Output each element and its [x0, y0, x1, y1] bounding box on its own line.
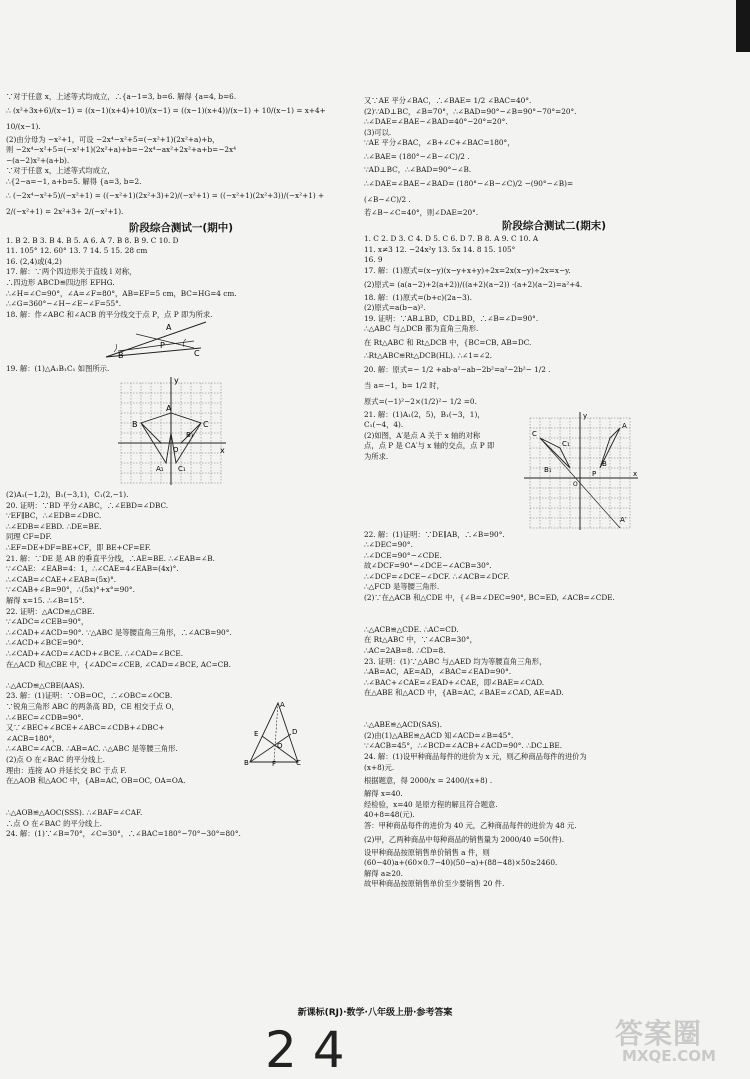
text-line: 理由：连接 AO 并延长交 BC 于点 F.	[6, 765, 127, 775]
text-line: 解得 x=40.	[364, 789, 403, 799]
text-line: ∴∠H=∠C=90°，∠A=∠F=80°，AB=EF=5 cm，BC=HG=4 cm.	[6, 288, 237, 298]
text-line: ∴∠ABC=∠ACB. ∴AB=AC. ∴△ABC 是等腰三角形.	[6, 744, 178, 754]
text-line: ∠ACB=180°，	[6, 733, 60, 743]
grid-label: O	[173, 445, 179, 454]
text-line: 经检验，x=40 是原方程的解且符合题意.	[364, 799, 498, 809]
text-line: (3)可以.	[364, 127, 392, 137]
section-title-midterm: 阶段综合测试一(期中)	[128, 221, 234, 234]
text-line: 为所求.	[364, 451, 389, 461]
fig-label: P	[160, 341, 165, 351]
fig-label: C	[296, 758, 301, 766]
text-line: ∴∠G=360°−∠H−∠E−∠F=55°.	[6, 299, 122, 309]
text-line: ∴△AOB≌△AOC(SSS). ∴∠BAF=∠CAF.	[6, 807, 143, 817]
text-line: ∴∠CAD+∠ACD=∠ACD+∠BCE. ∴∠CAD=∠BCE.	[6, 649, 184, 658]
fig-label: A	[280, 700, 285, 709]
text-line	[364, 699, 744, 710]
text-line: ∴∠ACD+∠BCE=90°.	[6, 638, 84, 648]
text-line: 22. 解：(1)证明：∵DE∥AB，∴∠B=90°.	[364, 529, 505, 539]
text-line: ∵EF∥BC，∴∠EDB=∠DBC.	[6, 511, 102, 521]
text-line: 点，点 P 是 CA′与 x 轴的交点，点 P 即	[364, 441, 495, 451]
grid-label: B₁	[186, 430, 194, 439]
text-line: ∴△ABC 与△DCB 都为直角三角形.	[364, 324, 479, 334]
fig-label: O	[277, 741, 283, 750]
text-line: 40+8=48(元).	[364, 810, 415, 820]
text-line: 在△ACD 和△CBE 中，{∠ADC=∠CEB, ∠CAD=∠BCE, AC=CB.	[6, 659, 231, 669]
text-line: (2)A₁(−1,2)，B₁(−3,1)，C₁(2,−1).	[6, 490, 129, 500]
grid-label: A	[166, 403, 172, 413]
text-line: 同理 CF=DF.	[6, 532, 52, 542]
text-line: 20. 解：原式=− 1/2 +ab·a²−ab−2b²=a²−2b²− 1/2 .	[364, 364, 551, 374]
page-edge-bar	[736, 0, 750, 52]
section-title-final: 阶段综合测试二(期末)	[501, 220, 607, 233]
text-line: 19. 解：(1)△A₁B₁C₁ 如图所示.	[6, 363, 110, 373]
text-line: (60−40)a+(60×0.7−40)(50−a)+(88−48)×50≥2460.	[364, 858, 558, 868]
text-line: ∴ (−2x⁴−x²+5)/(−x²+1) = ((−x²+1)(2x²+3)+2)/(−x²+1) = ((−x²+1)(2x²+3))/(−x²+1) +	[6, 190, 325, 200]
text-line: (2)∵在△ACB 和△CDE 中，{∠B=∠DEC=90°, BC=ED, ∠ACB=∠CDE.	[364, 593, 615, 603]
grid-label: y	[174, 375, 179, 385]
watermark-logo: 答案圈	[615, 1017, 703, 1050]
text-line: 17. 解：(1)原式=(x−y)(x−y+x+y)÷2x=2x(x−y)÷2x=x−y.	[364, 265, 571, 275]
fig-label: E	[254, 729, 259, 738]
grid-label: y	[583, 411, 588, 420]
text-line: −(a−2)x²+(a+b).	[6, 155, 70, 165]
coordinate-grid-figure-2	[522, 410, 642, 530]
text-line: ∴∠BAC+∠CAE=∠EAD+∠CAE，即∠BAE=∠CAD.	[364, 677, 545, 687]
text-line: (2)原式=a(b−a)².	[364, 303, 426, 313]
text-line: 又∵∠BEC+∠BCE+∠ABC=∠CDB+∠DBC+	[6, 723, 165, 733]
text-line: ∴∠DCE=90°−∠CDE.	[364, 550, 442, 560]
text-line: 18. 解：作∠ABC 和∠ACB 的平分线交于点 P，点 P 即为所求.	[6, 309, 213, 319]
text-line: ∵∠ACB=45°，∴∠BCD=∠ACB+∠ACD=90°. ∴DC⊥BE.	[364, 741, 563, 751]
text-line: ∵∠CAB+∠B=90°，∴(5x)°+x°=90°.	[6, 585, 135, 595]
text-line: 在 Rt△ABC 中，∵∠ACB=30°，	[364, 635, 477, 645]
fig-label: C	[194, 349, 200, 359]
grid-label: A₁	[156, 464, 164, 473]
text-line: 原式=(−1)²−2×(1/2)²− 1/2 =0.	[364, 396, 477, 406]
text-line: (2)甲，乙两种商品中每种商品的销售量为 2000/40 =50(件).	[364, 834, 565, 844]
text-line: ∴∠DAE=∠BAE−∠BAD=40°−20°=20°.	[364, 117, 508, 127]
text-line: ∴{2−a=−1, a+b=5. 解得 {a=3, b=2.	[6, 176, 142, 186]
text-line: 21. 解：(1)A₁(2，5)，B₁(−3，1)，	[364, 409, 485, 419]
text-line: 16. (2,4)或(4,2)	[6, 256, 62, 266]
grid-label: C₁	[178, 464, 186, 473]
text-line: (2)如图，A′是点 A 关于 x 轴的对称	[364, 430, 481, 440]
text-line: 1. C 2. D 3. C 4. D 5. C 6. D 7. B 8. A 9. C 10. A	[364, 234, 539, 244]
triangle-block	[6, 702, 366, 766]
text-line: 在 Rt△ABC 和 Rt△DCB 中，{BC=CB, AB=DC.	[364, 337, 532, 347]
text-line: 24. 解：(1)设甲种商品每件的进价为 x 元，则乙种商品每件的进价为	[364, 751, 587, 761]
right-column	[364, 96, 744, 890]
text-line: ∵AE 平分∠BAC，∠B+∠C+∠BAC=180°，	[364, 138, 515, 148]
text-line: ∵AD⊥BC，∴∠BAD=90°−∠B.	[364, 164, 472, 174]
text-line: ∴∠BAE= (180°−∠B−∠C)/2 .	[364, 151, 470, 161]
grid-label: P	[592, 469, 597, 478]
text-line: 17. 解：∵两个四边形关于直线 l 对称，	[6, 267, 137, 277]
text-line: ∴AB=AC，AE=AD，∠BAC=∠EAD=90°.	[364, 667, 512, 677]
text-line: 若∠B−∠C=40°，则∠DAE=20°.	[364, 207, 479, 217]
text-line: (2)由(1)△ABE≌△ACD 知∠ACD=∠B=45°.	[364, 730, 514, 740]
text-line: 根据题意，得 2000/x = 2400/(x+8) .	[364, 776, 493, 786]
text-line: ∴∠DAE=∠BAE−∠BAD= (180°−∠B−∠C)/2 −(90°−∠B)=	[364, 178, 574, 188]
text-line: 11. 105° 12. 60° 13. 7 14. 5 15. 28 cm	[6, 246, 148, 256]
text-line: 11. x≠3 12. −24x²y 13. 5x 14. 8 15. 105°	[364, 244, 516, 254]
text-line: ∴∠CAB=∠CAE+∠EAB=(5x)°.	[6, 574, 117, 584]
text-line: ∴ (x²+3x+6)/(x−1) = ((x−1)(x+4)+10)/(x−1) = ((x−1)(x+4))/(x−1) + 10/(x−1) = x+4+	[6, 105, 326, 115]
text-line: 2/(−x²+1) = 2x²+3+ 2/(−x²+1).	[6, 206, 124, 216]
text-line	[6, 787, 366, 798]
text-line: (x+8)元.	[364, 762, 395, 772]
text-line: 又∵AE 平分∠BAC，∴∠BAE= 1/2 ∠BAC=40°.	[364, 96, 532, 105]
text-line: ∴四边形 ABCD≌四边形 EFHG.	[6, 277, 115, 287]
text-line: 19. 证明：∵AB⊥BD，CD⊥BD，∴∠B=∠D=90°.	[364, 313, 539, 323]
handwritten-page-number: 2 4	[265, 1021, 345, 1079]
text-line: 解得 x=15. ∴∠B=15°.	[6, 596, 85, 606]
grid-label: B	[602, 459, 607, 468]
text-line	[6, 840, 366, 851]
grid-question-block	[364, 410, 744, 530]
fig-label: B	[118, 351, 124, 361]
text-line: ∴∠DEC=90°.	[364, 540, 413, 550]
grid-label: A′	[620, 515, 627, 524]
grid-label: A	[622, 421, 627, 430]
fig-label: B	[244, 758, 249, 766]
text-line	[364, 710, 744, 721]
text-line: ∴△FCD 是等腰三角形.	[364, 582, 440, 592]
text-line: ∴AC=2AB=8. ∴CD=8.	[364, 646, 446, 656]
text-line: 18. 解：(1)原式=(b+c)(2a−3).	[364, 292, 472, 302]
grid-label: x	[633, 469, 638, 478]
grid-label: C	[203, 419, 209, 429]
grid-label: x	[220, 445, 225, 455]
text-line: ∴△ACB≌△CDE. ∴AC=CD.	[364, 624, 459, 634]
grid-label: C₁	[562, 439, 570, 448]
text-line: 故甲种商品按原销售单价至少要销售 20 件.	[364, 879, 505, 889]
text-line: 10/(x−1).	[6, 121, 41, 131]
fig-label: F	[272, 759, 277, 766]
text-line	[364, 614, 744, 625]
text-line: ∵∠CAE：∠EAB=4：1，∴∠CAE=4∠EAB=(4x)°.	[6, 564, 179, 574]
text-line: 21. 解：∵DE 是 AB 的垂直平分线，∴AE=BE. ∴∠EAB=∠B.	[6, 553, 215, 563]
text-line: 答：甲种商品每件的进价为 40 元，乙种商品每件的进价为 48 元.	[364, 820, 577, 830]
text-line: ∴点 O 在∠BAC 的平分线上.	[6, 818, 102, 828]
page-footer: 新课标(RJ)·数学·八年级上册·参考答案	[297, 1008, 453, 1018]
fig-label: D	[292, 727, 298, 736]
text-line: 故∠DCF=90°−∠DCE−∠ACB=30°.	[364, 561, 492, 571]
grid-label: C	[532, 429, 537, 438]
text-line: 16. 9	[364, 255, 383, 265]
text-line: ∴△ACD≌△CBE(AAS).	[6, 680, 85, 690]
triangle-figure	[244, 698, 302, 766]
text-line: (∠B−∠C)/2 .	[364, 194, 411, 204]
text-line: ∴∠DCF=∠DCE−∠DCF. ∴∠ACB=∠DCF.	[364, 571, 510, 581]
angle-bisector-figure	[6, 320, 366, 364]
text-line: 在△AOB 和△AOC 中，{AB=AC, OB=OC, OA=OA.	[6, 776, 186, 786]
text-line: ∵对于任意 x，上述等式均成立，∴{a−1=3, b=6. 解得 {a=4, b=6.	[6, 92, 237, 101]
left-column	[6, 92, 366, 850]
text-line: ∴∠CAD+∠ACD=90°. ∵△ABC 是等腰直角三角形，∴∠ACB=90°.	[6, 627, 232, 637]
text-line: ∴EF=DE+DF=BE+CF，即 BE+CF=EF.	[6, 543, 151, 553]
text-line: ∴∠EDB=∠EBD. ∴DE=BE.	[6, 521, 102, 531]
text-line: (2)原式= (a(a−2)+2(a+2))/((a+2)(a−2)) ·(a+2)(a−2)=a²+4.	[364, 279, 583, 289]
text-line	[6, 797, 366, 808]
grid-label: B	[132, 419, 138, 429]
grid-label: B₁	[544, 465, 552, 474]
text-line: ∴Rt△ABC≌Rt△DCB(HL). ∴∠1=∠2.	[364, 350, 493, 360]
text-line: 则 −2x⁴−x²+5=(−x²+1)(2x²+a)+b=−2x⁴−ax²+2x²+a+b=−2x⁴	[6, 145, 237, 155]
watermark-url: MXQE.COM	[622, 1047, 716, 1065]
text-line: 20. 证明：∵BD 平分∠ABC，∴∠EBD=∠DBC.	[6, 500, 169, 510]
text-line: ∵锐角三角形 ABC 的两条高 BD，CE 相交于点 O，	[6, 701, 179, 711]
text-line: ∴∠BEC=∠CDB=90°.	[6, 712, 84, 722]
grid-label: O	[573, 480, 578, 488]
text-line: 22. 证明：△ACD≌△CBE.	[6, 606, 95, 616]
text-line	[364, 604, 744, 615]
text-line: 1. B 2. B 3. B 4. B 5. A 6. A 7. B 8. B 9. C 10. D	[6, 235, 179, 245]
text-line: 在△ABE 和△ACD 中，{AB=AC, ∠BAE=∠CAD, AE=AD.	[364, 688, 564, 698]
text-line: 24. 解：(1)∵∠B=70°，∠C=30°，∴∠BAC=180°−70°−30°=80°.	[6, 829, 241, 839]
text-line: (2)由分母为 −x²+1，可设 −2x⁴−x²+5=(−x²+1)(2x²+a)+b，	[6, 134, 220, 144]
text-line: (2)点 O 在∠BAC 的平分线上.	[6, 754, 106, 764]
text-line: (2)∵AD⊥BC，∠B=70°，∴∠BAD=90°−∠B=90°−70°=20°.	[364, 106, 577, 116]
text-line: 设甲种商品按原销售单价销售 a 件，则	[364, 847, 490, 857]
text-line: 23. 证明：(1)∵△ABC 与△AED 均为等腰直角三角形，	[364, 656, 547, 666]
text-line: 23. 解：(1)证明：∵OB=OC，∴∠OBC=∠OCB.	[6, 691, 173, 701]
fig-label: A	[166, 323, 172, 333]
text-line: ∴△ABE≌△ACD(SAS).	[364, 720, 442, 730]
text-line: C₁(−4，4).	[364, 420, 404, 430]
text-line: 解得 a≥20.	[364, 868, 403, 878]
text-line: 当 a=−1，b= 1/2 时，	[364, 380, 444, 390]
text-line: ∵对于任意 x，上述等式均成立，	[6, 166, 115, 176]
coordinate-grid-figure	[6, 375, 366, 491]
text-line: ∵∠ADC=∠CEB=90°，	[6, 617, 89, 627]
text-line	[6, 670, 366, 681]
